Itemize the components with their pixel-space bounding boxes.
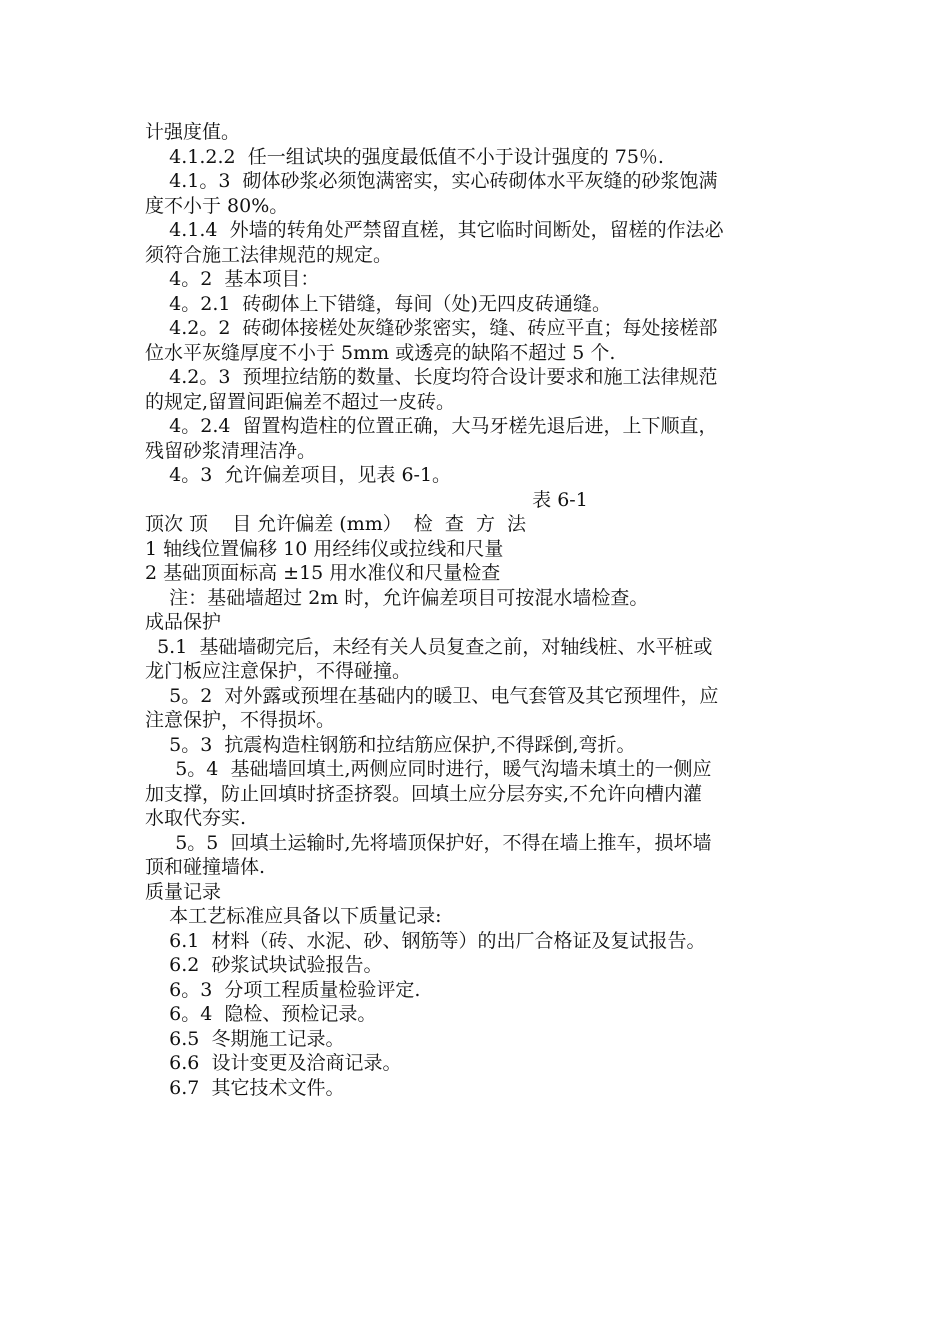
clause-4-1-4: 4.1.4 外墙的转角处严禁留直槎，其它临时间断处，留槎的作法必 — [145, 219, 724, 241]
text-line: 须符合施工法律规范的规定。 — [145, 243, 393, 266]
clause-4-1-2-2: 4.1.2.2 任一组试块的强度最低值不小于设计强度的 75％. — [145, 145, 664, 168]
clause-6-5: 6.5 冬期施工记录。 — [145, 1027, 345, 1050]
table-row: 2 基础顶面标高 ±15 用水准仪和尺量检查 — [145, 562, 501, 584]
clause-4-3: 4。3 允许偏差项目，见表 6-1。 — [145, 464, 452, 486]
clause-6-4: 6。4 隐检、预检记录。 — [145, 1003, 377, 1025]
clause-4-1-3: 4.1。3 砌体砂浆必须饱满密实，实心砖砌体水平灰缝的砂浆饱满 — [145, 170, 718, 192]
table-row: 1 轴线位置偏移 10 用经纬仪或拉线和尺量 — [145, 537, 504, 560]
text-line: 的规定,留置间距偏差不超过一皮砖。 — [145, 390, 456, 413]
clause-5-2: 5。2 对外露或预埋在基础内的暖卫、电气套管及其它预埋件，应 — [145, 684, 719, 707]
clause-5-5: 5。5 回填土运输时,先将墙顶保护好，不得在墙上推车，损坏墙 — [145, 831, 712, 854]
clause-6-6: 6.6 设计变更及洽商记录。 — [145, 1052, 402, 1074]
section-4-2-heading: 4。2 基本项目： — [145, 268, 320, 290]
clause-6-7: 6.7 其它技术文件。 — [145, 1076, 345, 1099]
text-line: 本工艺标准应具备以下质量记录: — [145, 905, 442, 927]
text-line: 注意保护，不得损坏。 — [145, 709, 336, 731]
clause-5-4: 5。4 基础墙回填土,两侧应同时进行，暖气沟墙未填土的一侧应 — [145, 758, 712, 780]
document-page — [145, 120, 810, 1100]
section-heading-product-protection: 成品保护 — [145, 611, 222, 633]
clause-4-2-1: 4。2.1 砖砌体上下错缝，每间（处)无四皮砖通缝。 — [145, 292, 611, 315]
clause-6-1: 6.1 材料（砖、水泥、砂、钢筋等）的出厂合格证及复试报告。 — [145, 929, 706, 952]
text-line: 顶和碰撞墙体. — [145, 856, 266, 878]
table-caption: 表 6-1 — [532, 488, 588, 511]
text-line: 计强度值。 — [145, 121, 241, 143]
text-line: 度不小于 80%。 — [145, 194, 289, 217]
clause-4-2-2: 4.2。2 砖砌体接槎处灰缝砂浆密实，缝、砖应平直；每处接槎部 — [145, 317, 718, 339]
clause-4-2-4: 4。2.4 留置构造柱的位置正确，大马牙槎先退后进，上下顺直， — [145, 415, 718, 437]
clause-4-2-3: 4.2。3 预埋拉结筋的数量、长度均符合设计要求和施工法律规范 — [145, 366, 718, 388]
clause-5-1: 5.1 基础墙砌完后，未经有关人员复查之前，对轴线桩、水平桩或 — [145, 635, 713, 658]
clause-6-2: 6.2 砂浆试块试验报告。 — [145, 954, 383, 976]
table-header-row: 顶次 顶 目 允许偏差 (mm） 检 查 方 法 — [145, 513, 527, 535]
text-line: 残留砂浆清理洁净。 — [145, 439, 317, 462]
text-line: 位水平灰缝厚度不小于 5mm 或透亮的缺陷不超过 5 个. — [145, 341, 616, 364]
text-line: 加支撑，防止回填时挤歪挤裂。回填土应分层夯实,不允许向槽内灌 — [145, 782, 703, 805]
section-heading-quality-records: 质量记录 — [145, 880, 222, 903]
clause-6-3: 6。3 分项工程质量检验评定. — [145, 978, 421, 1001]
text-line: 水取代夯实. — [145, 807, 247, 829]
table-note: 注：基础墙超过 2m 时，允许偏差项目可按混水墙检查。 — [145, 586, 649, 609]
text-line: 龙门板应注意保护，不得碰撞。 — [145, 660, 412, 682]
clause-5-3: 5。3 抗震构造柱钢筋和拉结筋应保护,不得踩倒,弯折。 — [145, 733, 636, 756]
